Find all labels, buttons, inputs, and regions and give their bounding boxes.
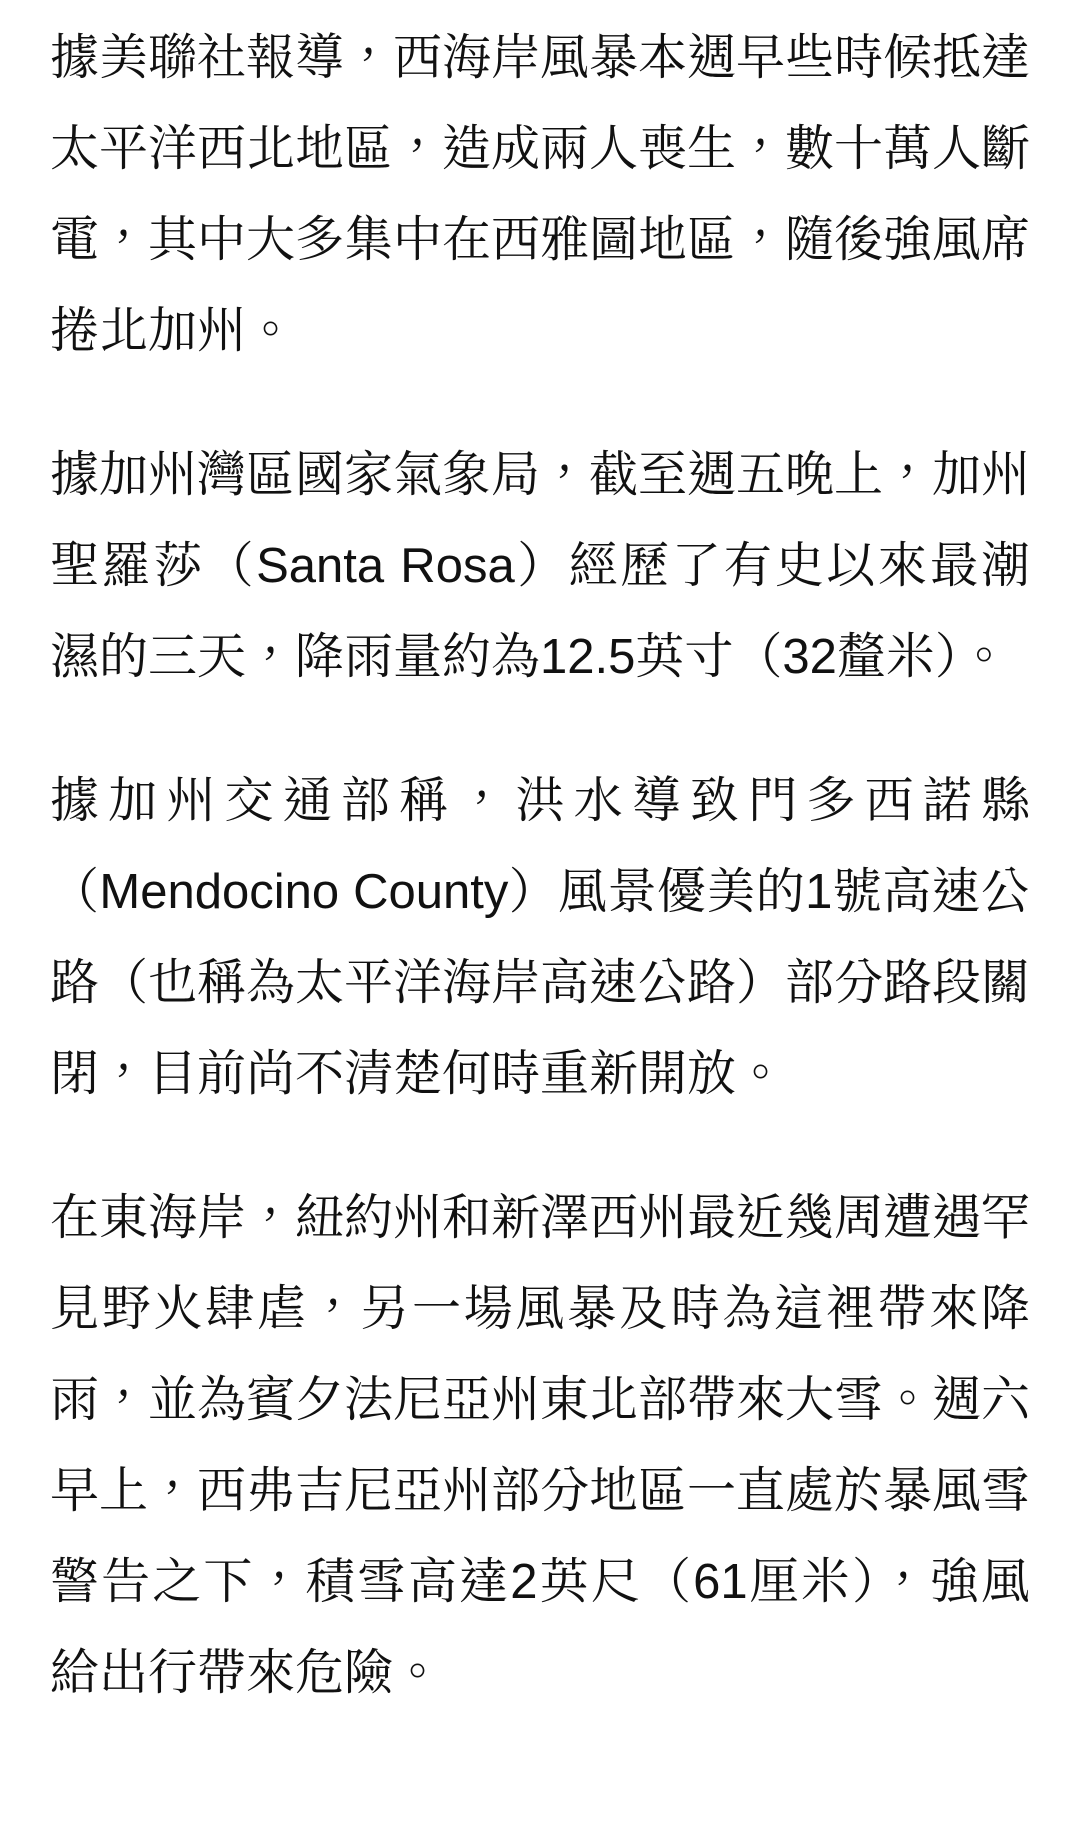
article-paragraph-storm-arrival: 據美聯社報導，西海岸風暴本週早些時候抵達太平洋西北地區，造成兩人喪生，數十萬人斷電，其中大多集中在西雅圖地區，隨後強風席捲北加州。 bbox=[50, 31, 1031, 358]
article-paragraph-highway-closure: 據加州交通部稱，洪水導致門多西諾縣（Mendocino County）風景優美的1號高速公路（也稱為太平洋海岸高速公路）部分路段關閉，目前尚不清楚何時重新開放。 bbox=[50, 774, 1031, 1101]
article-paragraph-santa-rosa-rainfall: 據加州灣區國家氣象局，截至週五晚上，加州聖羅莎（Santa Rosa）經歷了有史以來最潮濕的三天，降雨量約為12.5英寸（32釐米）。 bbox=[50, 448, 1031, 684]
article-paragraph-east-coast: 在東海岸，紐約州和新澤西州最近幾周遭遇罕見野火肆虐，另一場風暴及時為這裡帶來降雨，並為賓夕法尼亞州東北部帶來大雪。週六早上，西弗吉尼亞州部分地區一直處於暴風雪警告之下，積雪高達2英尺（61厘米），強風給出行帶來危險。 bbox=[50, 1191, 1031, 1700]
